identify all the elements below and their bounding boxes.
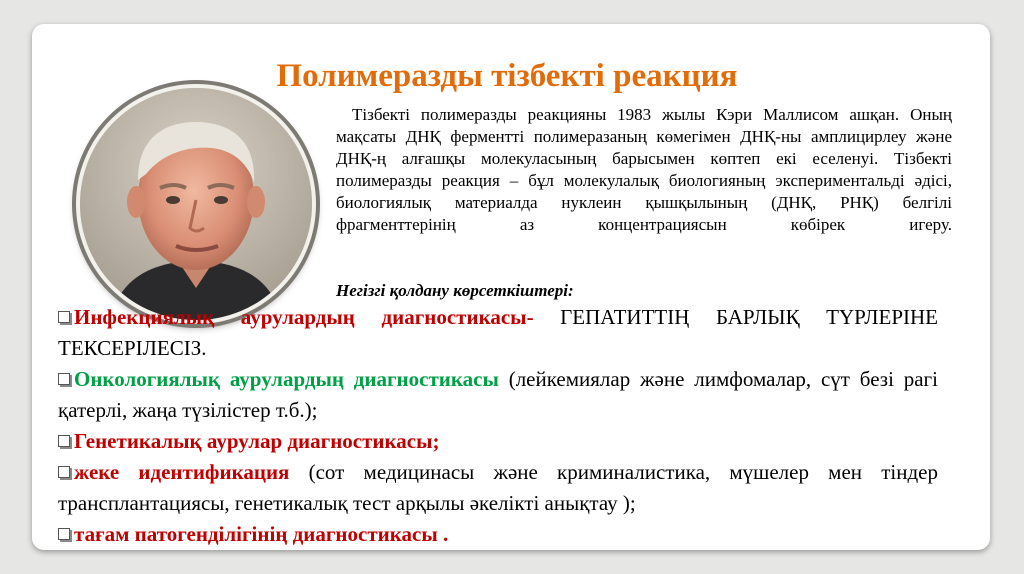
intro-subheading: Негізгі қолдану көрсеткіштері: [336, 281, 574, 300]
bullet-heading: тағам патогенділігінің диагностикасы . [74, 522, 449, 546]
bullet-heading: Инфекциялық аурулардың диагностикасы- [74, 305, 534, 329]
bullet-text: (сот медицинасы және криминалистика, мүшелер мен тіндер трансплантациясы, генетикалық тест арқылы әкелікті анықтау ); [58, 460, 938, 515]
portrait-illustration [80, 88, 312, 320]
checkbox-square-bullet-icon [58, 435, 70, 447]
bullet-item-food [58, 519, 938, 550]
portrait-photo [76, 84, 316, 324]
intro-paragraph: Тізбекті полимеразды реакцияны 1983 жылы Кэри Маллисом ашқан. Оның мақсаты ДНҚ ферментті полимеразаның көмегімен ДНҚ-ны амплицирлеу және ДНҚ-ң алғашқы молекуласының барысымен көптеп екі еселенуі. Тізбекті полимеразды реакция – бұл молекулалық биологияның экспериментальді әдісі, биологиялық материалда нуклеин қышқылының (ДНҚ, РНҚ) белгілі фрагменттерінің аз концентрациясын көбірек игеру. [336, 105, 952, 234]
bullet-text: (лейкемиялар және лимфомалар, сүт безі рагі қатерлі, жаңа түзілістер т.б.); [58, 367, 938, 422]
bullet-heading: Онкологиялық аурулардың диагностикасы [74, 367, 499, 391]
slide [32, 24, 990, 550]
bullet-list [58, 302, 938, 550]
bullet-item-infection [58, 302, 938, 364]
checkbox-square-bullet-icon [58, 373, 70, 385]
checkbox-square-bullet-icon [58, 311, 70, 323]
checkbox-square-bullet-icon [58, 466, 70, 478]
bullet-text: ГЕПАТИТТІҢ БАРЛЫҚ ТҮРЛЕРІНЕ ТЕКСЕРІЛЕСІЗ. [58, 305, 938, 360]
checkbox-square-bullet-icon [58, 528, 70, 540]
bullet-heading: Генетикалық аурулар диагностикасы; [74, 429, 440, 453]
bullet-heading: жеке идентификация [74, 460, 290, 484]
slide-title: Полимеразды тізбекті реакция [276, 58, 738, 94]
bullet-item-oncology [58, 364, 938, 426]
bullet-item-genetic [58, 426, 938, 457]
bullet-item-identification [58, 457, 938, 519]
